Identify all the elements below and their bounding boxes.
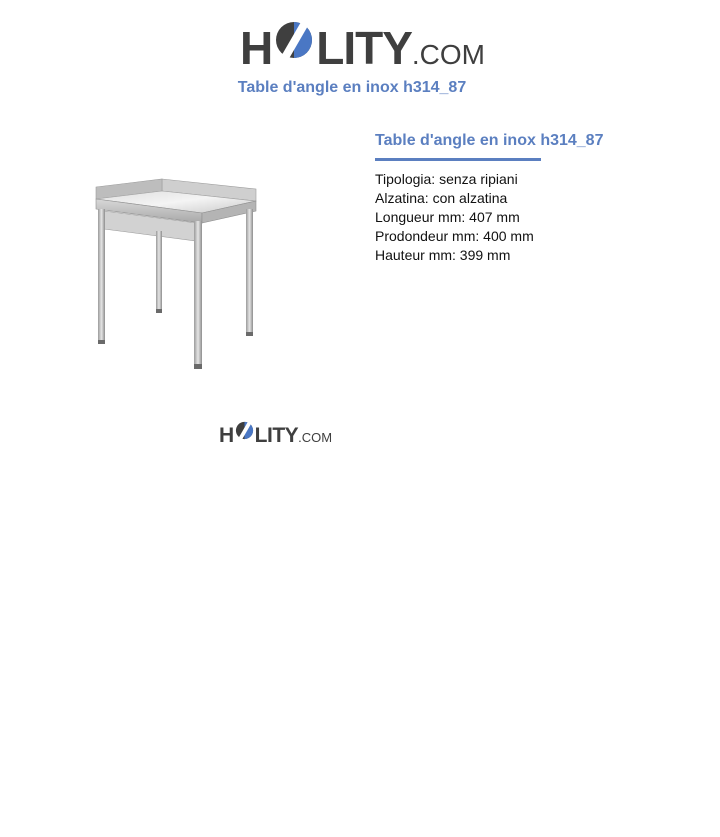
spec-line: Longueur mm: 407 mm xyxy=(375,209,520,225)
page-title: Table d'angle en inox h314_87 xyxy=(237,79,467,96)
holity-logo[interactable] xyxy=(240,14,485,73)
logo-dot-com: .COM xyxy=(298,430,333,445)
spec-line: Alzatina: con alzatina xyxy=(375,190,508,206)
title-underline xyxy=(375,158,541,161)
logo-letters-lity: LITY xyxy=(316,22,412,74)
logo-o-icon xyxy=(272,14,316,64)
logo-dot-com: .COM xyxy=(411,39,486,70)
logo-o-icon xyxy=(234,418,255,442)
logo-letters-lity: LITY xyxy=(254,424,299,447)
holity-logo-small[interactable] xyxy=(219,418,332,448)
logo-letter-h: H xyxy=(219,424,234,447)
logo-letter-h: H xyxy=(240,22,273,74)
product-title: Table d'angle en inox h314_87 xyxy=(375,132,604,149)
product-info xyxy=(375,131,695,265)
spec-line: Tipologia: senza ripiani xyxy=(375,171,518,187)
spec-line: Hauteur mm: 399 mm xyxy=(375,247,511,263)
product-image xyxy=(92,175,262,375)
spec-line: Prodondeur mm: 400 mm xyxy=(375,228,534,244)
